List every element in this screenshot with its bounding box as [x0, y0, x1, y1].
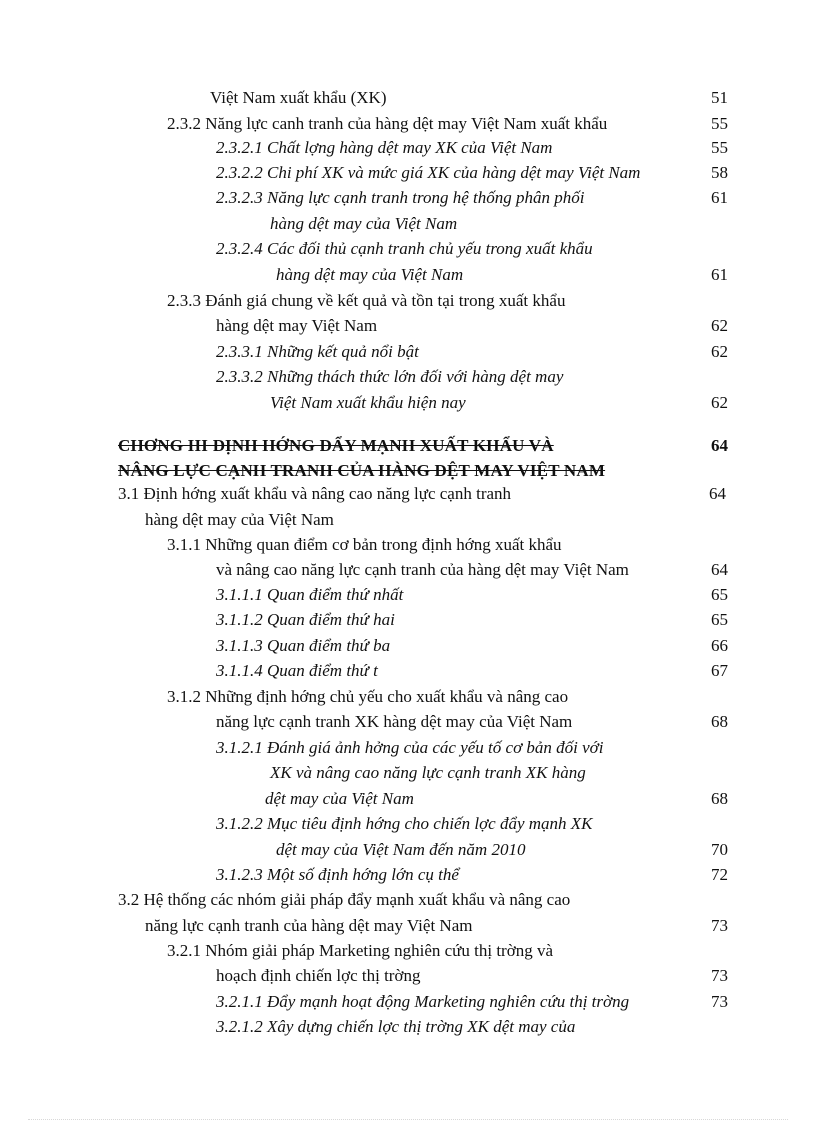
toc-entry: 3.1.1.3 Quan điểm thứ ba	[216, 636, 391, 655]
chapter-heading: CHƠNG III ĐỊNH HỚNG ĐẨY MẠNH XUẤT KHẨU VÀ	[118, 436, 554, 455]
toc-page-number: 64	[709, 484, 726, 503]
toc-page-number: 62	[711, 342, 728, 361]
toc-page-number: 62	[711, 393, 728, 412]
toc-entry: 2.3.3.1 Những kết quả nổi bật	[216, 342, 419, 361]
toc-page-number: 65	[711, 610, 728, 629]
toc-page-number: 73	[711, 992, 728, 1011]
toc-entry: 3.1.1.2 Quan điểm thứ hai	[216, 610, 395, 629]
toc-page-number: 72	[711, 865, 728, 884]
toc-page-number: 61	[711, 265, 728, 284]
toc-entry: 3.1.1 Những quan điểm cơ bản trong định hớng xuất khẩu	[167, 535, 562, 554]
toc-entry: dệt may của Việt Nam đến năm 2010	[276, 840, 526, 859]
toc-entry: 3.1 Định hớng xuất khẩu và nâng cao năng lực cạnh tranh	[118, 484, 512, 503]
toc-page-number: 51	[711, 88, 728, 107]
toc-page-number: 64	[711, 560, 728, 579]
toc-entry: hàng dệt may của Việt Nam	[276, 265, 464, 284]
toc-entry: Việt Nam xuất khẩu (XK)	[210, 88, 387, 107]
toc-page-number: 58	[711, 163, 728, 182]
toc-entry: 3.2.1.2 Xây dựng chiến lợc thị trờng XK dệt may của	[216, 1017, 576, 1036]
toc-page-number: 68	[711, 789, 728, 808]
toc-entry: hoạch định chiến lợc thị trờng	[216, 966, 421, 985]
toc-page-number: 70	[711, 840, 728, 859]
toc-entry: 3.1.2.3 Một số định hớng lớn cụ thể	[216, 865, 459, 884]
toc-page-number: 73	[711, 966, 728, 985]
toc-page-number: 66	[711, 636, 728, 655]
toc-entry: 3.1.1.1 Quan điểm thứ nhất	[216, 585, 404, 604]
toc-entry: 2.3.2.1 Chất lợng hàng dệt may XK của Việt Nam	[216, 138, 553, 157]
toc-entry: 3.2 Hệ thống các nhóm giải pháp đẩy mạnh xuất khẩu và nâng cao	[118, 890, 571, 909]
toc-entry: Việt Nam xuất khẩu hiện nay	[270, 393, 466, 412]
toc-page-number: 65	[711, 585, 728, 604]
toc-page-number: 73	[711, 916, 728, 935]
toc-page-number: 68	[711, 712, 728, 731]
toc-page-number: 64	[711, 436, 728, 455]
toc-entry: 3.2.1 Nhóm giải pháp Marketing nghiên cứu thị trờng và	[167, 941, 553, 960]
toc-entry: dệt may của Việt Nam	[265, 789, 414, 808]
toc-page-number: 61	[711, 188, 728, 207]
toc-entry: hàng dệt may của Việt Nam	[145, 510, 334, 529]
toc-entry: 3.1.2 Những định hớng chủ yếu cho xuất khẩu và nâng cao	[167, 687, 569, 706]
toc-entry: 2.3.2.4 Các đối thủ cạnh tranh chủ yếu trong xuất khẩu	[216, 239, 593, 258]
toc-entry: và nâng cao năng lực cạnh tranh của hàng dệt may Việt Nam	[216, 560, 629, 579]
toc-entry: hàng dệt may của Việt Nam	[270, 214, 458, 233]
toc-entry: XK và nâng cao năng lực cạnh tranh XK hàng	[270, 763, 586, 782]
toc-entry: năng lực cạnh tranh của hàng dệt may Việt Nam	[145, 916, 473, 935]
toc-entry: 2.3.2 Năng lực canh tranh của hàng dệt may Việt Nam xuất khẩu	[167, 114, 608, 133]
toc-entry: 2.3.2.2 Chi phí XK và mức giá XK của hàng dệt may Việt Nam	[216, 163, 641, 182]
toc-entry: 3.1.2.2 Mục tiêu định hớng cho chiến lợc đẩy mạnh XK	[216, 814, 593, 833]
chapter-heading: NÂNG LỰC CẠNH TRANH CỦA HÀNG DỆT MAY VIỆT NAM	[118, 461, 606, 480]
toc-page-number: 62	[711, 316, 728, 335]
toc-entry: hàng dệt may Việt Nam	[216, 316, 378, 335]
toc-page-number: 55	[711, 138, 728, 157]
toc-entry: năng lực cạnh tranh XK hàng dệt may của Việt Nam	[216, 712, 573, 731]
toc-entry: 2.3.3.2 Những thách thức lớn đối với hàng dệt may	[216, 367, 564, 386]
toc-page-number: 55	[711, 114, 728, 133]
toc-entry: 2.3.2.3 Năng lực cạnh tranh trong hệ thống phân phối	[216, 188, 585, 207]
toc-entry: 3.1.2.1 Đánh giá ảnh hởng của các yếu tố cơ bản đối với	[216, 738, 604, 757]
toc-page-number: 67	[711, 661, 728, 680]
toc-entry: 3.2.1.1 Đẩy mạnh hoạt động Marketing nghiên cứu thị trờng	[216, 992, 630, 1011]
toc-entry: 2.3.3 Đánh giá chung về kết quả và tồn tại trong xuất khẩu	[167, 291, 566, 310]
toc-entry: 3.1.1.4 Quan điểm thứ t	[216, 661, 378, 680]
page-bottom-divider	[28, 1119, 788, 1120]
